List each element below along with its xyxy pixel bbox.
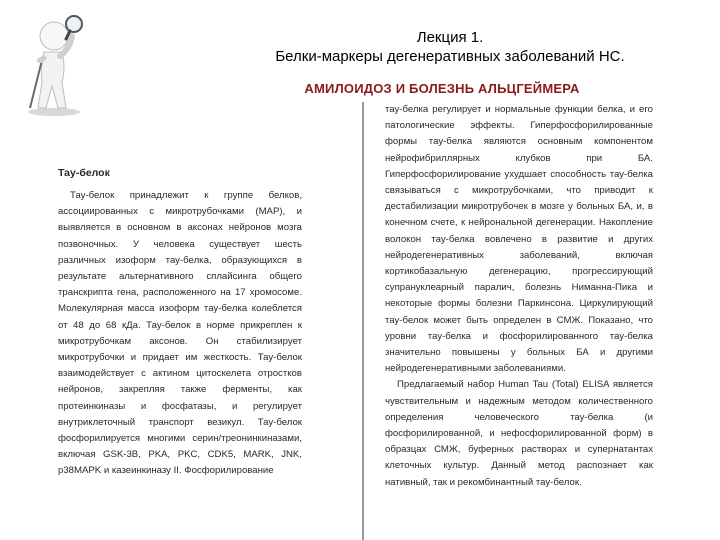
figure-with-magnifier-icon xyxy=(14,8,94,118)
right-paragraph-2: Предлагаемый набор Human Tau (Total) ELISA является чувствительным и надежным методом количественного определения человеческого тау-белка (и фосфорилированной, и нефосфорилированной форм) в образцах СМЖ, буферных растворах и супернатантах клеточных культур. Данный метод распознает как нативный, так и рекомбинантный тау-белок. xyxy=(385,379,653,488)
slide-title xyxy=(200,28,700,66)
right-text-column xyxy=(385,102,653,491)
title-line-2: Белки-маркеры дегенеративных заболеваний НС. xyxy=(275,48,625,65)
section-subtitle: АМИЛОИДОЗ И БОЛЕЗНЬ АЛЬЦГЕЙМЕРА xyxy=(304,81,580,96)
right-paragraph-1: тау-белка регулирует и нормальные функции белка, и его патологические эффекты. Гиперфосфорилированные формы тау-белка являются основным компонентом нейрофибриллярных клубков при БА. Гиперфосфорилирование ухудшает способность тау-белка связываться с микротрубочками, что приводит к дестабилизации микротрубочек в мозге у больных БА, и, в конечном счете, к нейрональной дегенерации. Накопление волокон тау-белка вовлечено в развитие и других нейродегенеративных заболеваний, включая кортикобазальную дегенерацию, прогрессирующий супрануклеарный паралич, болезнь Ниманна-Пика и некоторые формы болезни Паркинсона. Циркулирующий тау-белок может быть определен в СМЖ. Показано, что уровни тау-белка и фосфорилированного тау-белка значительно повышены у больных БА и другими нейродегенеративными заболеваниями. xyxy=(385,104,653,375)
column-divider xyxy=(362,102,364,540)
tau-heading: Тау-белок xyxy=(58,167,110,179)
title-line-1: Лекция 1. xyxy=(416,29,484,46)
left-text-column xyxy=(58,188,302,480)
left-paragraph: Тау-белок принадлежит к группе белков, ассоциированных с микротрубочками (MAP), и выявляется в основном в аксонах нейронов мозга позвоночных. У человека существует шесть различных изоформ тау-белка, образующихся в результате альтернативного сплайсинга общего транскрипта гена, расположенного на 17 хромосоме. Молекулярная масса изоформ тау-белка колеблется от 48 до 68 кДа. Тау-белок в норме прикреплен к микротрубочкам аксонов. Он стабилизирует микротрубочки и придает им жесткость. Тау-белок взаимодействует с актином цитоскелета отростков нейронов, закрепляя также ферменты, как протеинкиназы и фосфатазы, и регулирует внутриклеточный транспорт везикул. Тау-белок фосфорилируется многими серин/треонинкиназами, включая GSK-3B, PKA, PKC, CDK5, MARK, JNK, p38MAPK и казеинкиназу II. Фосфорилирование xyxy=(58,190,302,477)
